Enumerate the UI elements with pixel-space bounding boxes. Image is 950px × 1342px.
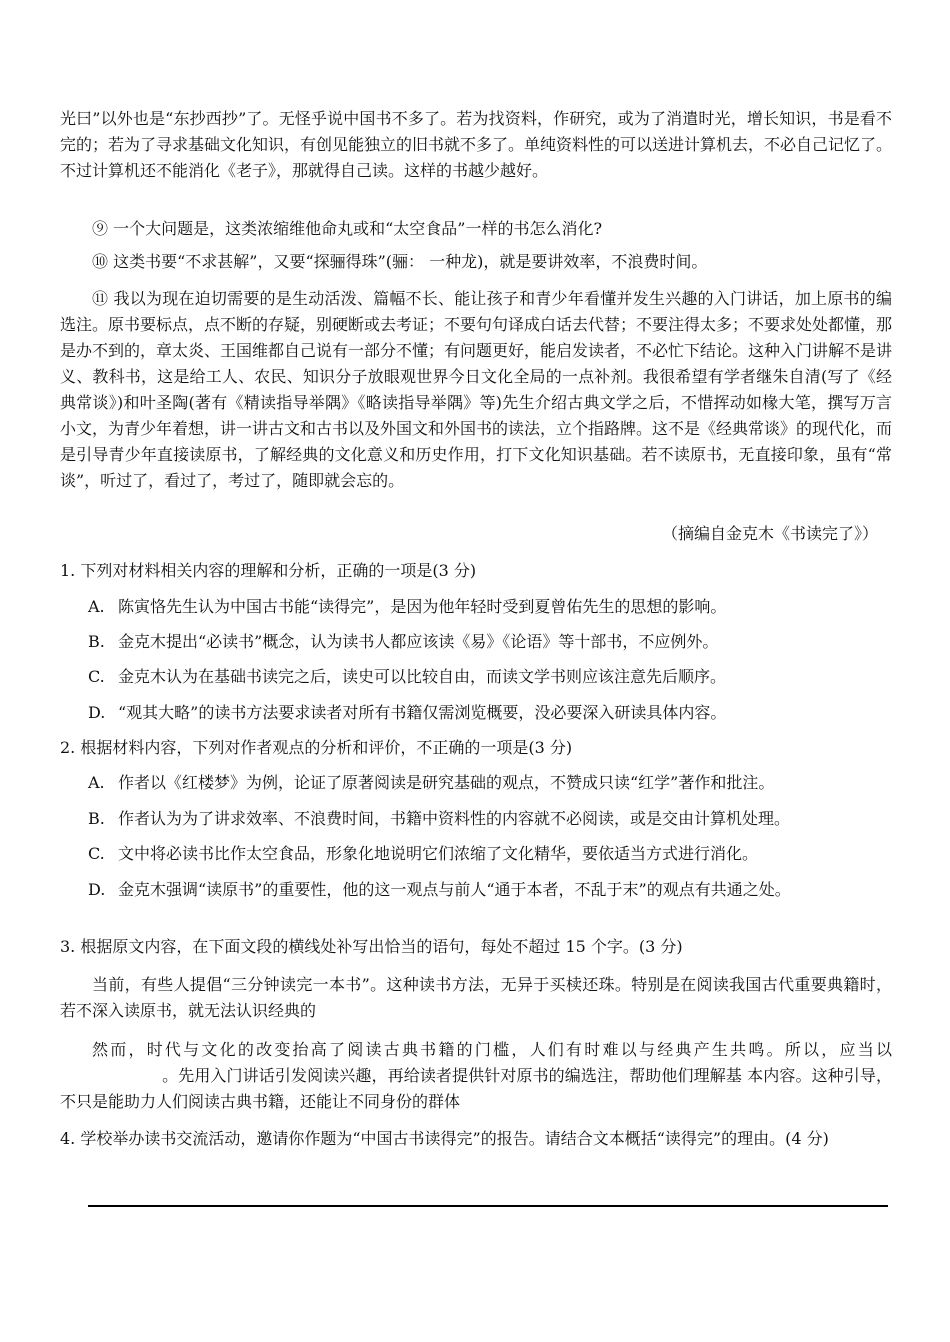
passage-source: （摘编自金克木《书读完了》） [661,524,878,543]
option-text: 陈寅恪先生认为中国古书能“读得完”，是因为他年轻时受到夏曾佑先生的思想的影响。 [118,597,727,616]
option-text: 作者以《红楼梦》为例，论证了原著阅读是研究基础的观点，不赞成只读“红学”著作和批注。 [118,773,775,792]
question-1-stem: 1. 下列对材料相关内容的理解和分析，正确的一项是(3 分) [60,561,477,580]
question-3-stem: 3. 根据原文内容，在下面文段的横线处补写出恰当的语句，每处不超过 15 个字。(3 分) [60,937,683,956]
option-text: 金克木认为在基础书读完之后，读史可以比较自由，而读文学书则应该注意先后顺序。 [118,667,727,686]
question-2-option-d [88,877,930,903]
answer-line[interactable] [88,1205,888,1207]
question-1-option-d [88,700,930,726]
option-letter: D. [88,880,106,899]
passage-text-after-blank: 。先用入门讲话引发阅读兴趣，再给读者提供针对原书的编选注，帮助他们理解基 本内容。这种引导，不只是能助力人们阅读古典书籍，还能让不同身份的群体 [60,1066,892,1111]
option-letter: C. [88,844,105,863]
question-1-option-c [88,664,930,690]
question-2-option-c [88,841,930,867]
option-text: 金克木提出“必读书”概念，认为读书人都应该读《易》《论语》等十部书，不应例外。 [118,632,719,651]
option-letter: D. [88,703,106,722]
passage-paragraph-8-continued: 光曰”以外也是“东抄西抄”了。无怪乎说中国书不多了。若为找资料，作研究，或为了消遣时光，增长知识，书是看不完的；若为了寻求基础文化知识，有创见能独立的旧书就不多了。单纯资料性的可以送进计算机去，不必自己记忆了。不过计算机还不能消化《老子》，那就得自己读。这样的书越少越好。 [60,109,893,180]
option-text: 金克木强调“读原书”的重要性，他的这一观点与前人“通于本者，不乱于末”的观点有共通之处。 [118,880,791,899]
question-2-option-b [88,806,930,832]
question-4-stem: 4. 学校举办读书交流活动，邀请你作题为“中国古书读得完”的报告。请结合文本概括“读得完”的理由。(4 分) [60,1129,829,1148]
option-text: “观其大略”的读书方法要求读者对所有书籍仅需浏览概要，没必要深入研读具体内容。 [118,703,727,722]
option-text: 作者认为为了讲求效率、不浪费时间，书籍中资料性的内容就不必阅读，或是交由计算机处理。 [118,809,791,828]
option-letter: A. [88,773,105,792]
option-letter: C. [88,667,105,686]
option-letter: A. [88,597,105,616]
option-text: 文中将必读书比作太空食品，形象化地说明它们浓缩了文化精华，要依适当方式进行消化。 [118,844,759,863]
question-1-option-b [88,629,930,655]
question-2-stem: 2. 根据材料内容，下列对作者观点的分析和评价，不正确的一项是(3 分) [60,738,573,757]
passage-paragraph-10: ⑩ 这类书要“不求甚解”，又要“探骊得珠”(骊： 一种龙)，就是要讲效率，不浪费时间。 [92,252,708,271]
option-letter: B. [88,809,105,828]
question-1-option-a [88,594,930,620]
question-3-passage-2 [60,1037,892,1115]
question-3-passage-1: 当前，有些人提倡“三分钟读完一本书”。这种读书方法，无异于买椟还珠。特别是在阅读我国古代重要典籍时，若不深入读原书，就无法认识经典的 [60,975,892,1020]
question-2-option-a [88,770,930,796]
passage-paragraph-11: ⑪ 我以为现在迫切需要的是生动活泼、篇幅不长、能让孩子和青少年看懂并发生兴趣的入门讲话，加上原书的编选注。原书要标点，点不断的存疑，别硬断或去考证；不要句句译成白话去代替；不要注得太多；不要求处处都懂，那是办不到的，章太炎、王国维都自己说有一部分不懂；有问题更好，能启发读者，不必忙下结论。这种入门讲解不是讲义、教科书，这是给工人、农民、知识分子放眼观世界今日文化全局的一点补剂。我很希望有学者继朱自清(写了《经典常谈》)和叶圣陶(著有《精读指导举隅》《略读指导举隅》等)先生介绍古典文学之后，不惜挥动如椽大笔，撰写万言小文，为青少年着想，讲一讲古文和古书以及外国文和外国书的读法，立个指路牌。这不是《经典常谈》的现代化，而是引导青少年直接读原书，了解经典的文化意义和历史作用，打下文化知识基础。若不读原书，无直接印象，虽有“常谈”，听过了，看过了，考过了，随即就会忘的。 [60,289,893,490]
passage-text-before-blank: 然而，时代与文化的改变抬高了阅读古典书籍的门槛，人们有时难以与经典产生共鸣。所以，应当以 [92,1040,892,1059]
option-letter: B. [88,632,105,651]
passage-paragraph-9: ⑨ 一个大问题是，这类浓缩维他命丸或和“太空食品”一样的书怎么消化? [92,219,603,238]
